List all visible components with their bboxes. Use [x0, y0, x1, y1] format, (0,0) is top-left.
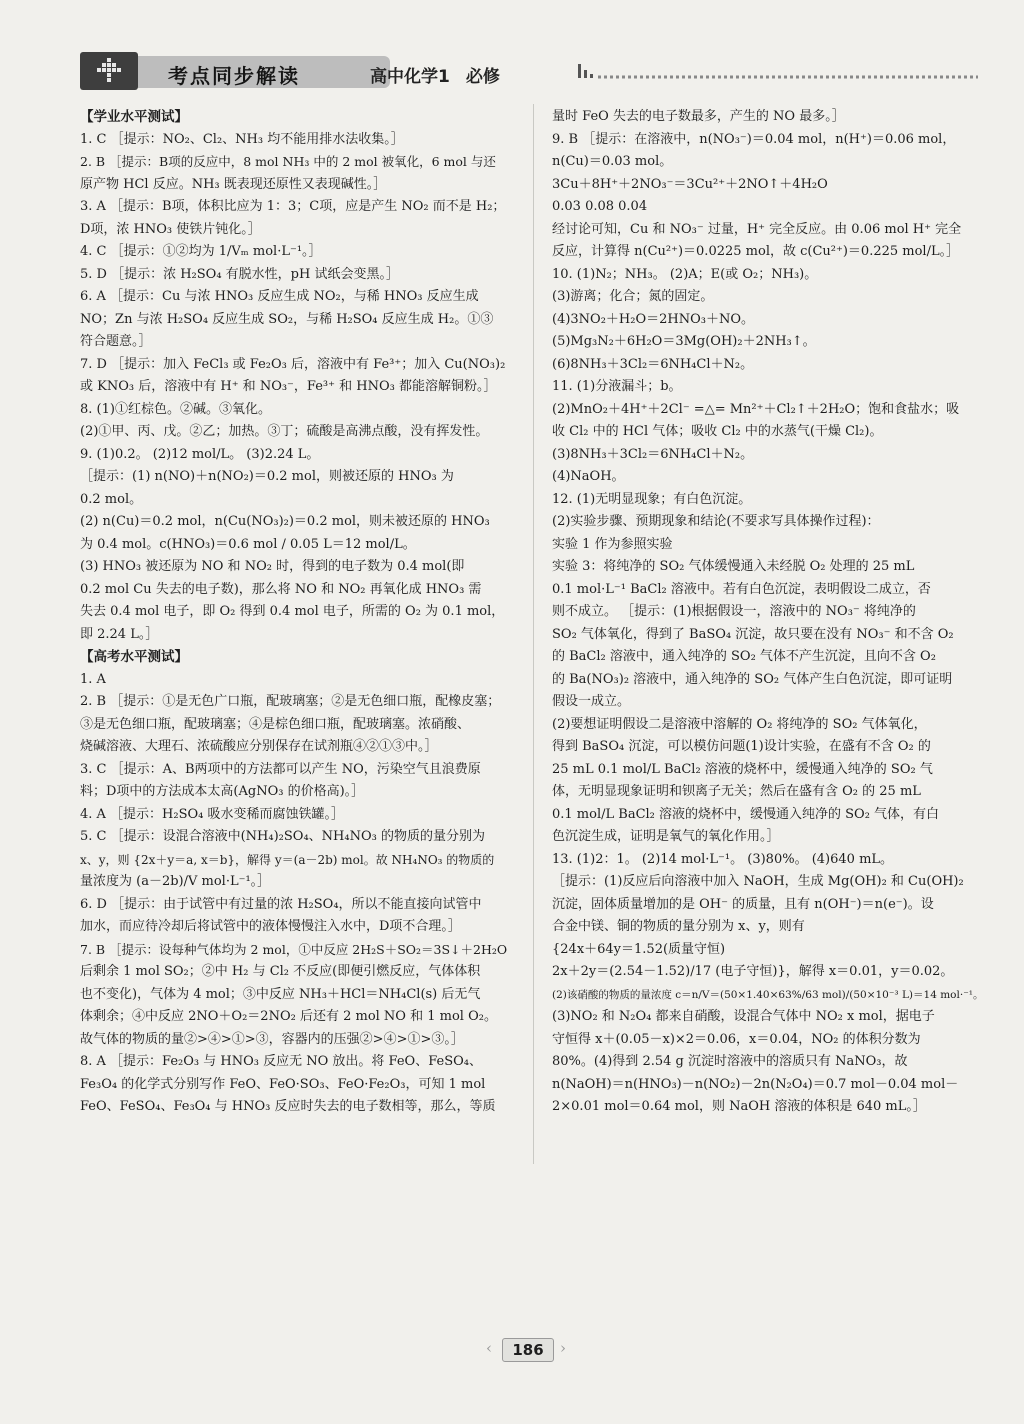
answer-line: 收 Cl₂ 中的 HCl 气体；吸收 Cl₂ 中的水蒸气(干燥 Cl₂)。 — [552, 424, 883, 439]
answer-line: 8. (1)①红棕色。②碱。③氧化。 — [80, 401, 271, 417]
decorative-dots — [578, 64, 978, 92]
answer-line: 体剩余；④中反应 2NO＋O₂＝2NO₂ 后还有 2 mol NO 和 1 mol O₂。 — [80, 1009, 497, 1024]
answer-line: 12. (1)无明显现象；有白色沉淀。 — [552, 491, 752, 507]
answer-line: 加水，而应待冷却后将试管中的液体慢慢注入水中，D项不合理。］ — [80, 919, 461, 934]
answer-line: 得到 BaSO₄ 沉淀，可以模仿问题(1)设计实验，在盛有不含 O₂ 的 — [552, 739, 931, 754]
answer-line: (2)该硝酸的物质的量浓度 c＝n/V＝(50×1.40×63%/63 mol)/(50×10⁻³ L)＝14 mol·⁻¹。 — [552, 988, 984, 1001]
answer-line: 体，无明显现象证明和钡离子无关；然后在盛有含 O₂ 的 25 mL — [552, 784, 921, 799]
answer-line: ［提示：(1)反应后向溶液中加入 NaOH，生成 Mg(OH)₂ 和 Cu(OH)₂ — [552, 874, 964, 889]
answer-line: 或 KNO₃ 后，溶液中有 H⁺ 和 NO₃⁻，Fe³⁺ 和 HNO₃ 都能溶解铜粉。］ — [80, 379, 497, 394]
answer-line: NO；Zn 与浓 H₂SO₄ 反应生成 SO₂，与稀 H₂SO₄ 反应生成 H₂。①③ — [80, 311, 494, 327]
answer-line: 3Cu＋8H⁺＋2NO₃⁻＝3Cu²⁺＋2NO↑＋4H₂O — [552, 176, 828, 192]
answer-line: ［提示：(1) n(NO)＋n(NO₂)＝0.2 mol，则被还原的 HNO₃ 为 — [80, 469, 454, 484]
answer-line: 量时 FeO 失去的电子数最多，产生的 NO 最多。］ — [552, 109, 845, 124]
answer-line: D项，浓 HNO₃ 使铁片钝化。］ — [80, 221, 261, 237]
answer-line: 1. C ［提示：NO₂、Cl₂、NH₃ 均不能用排水法收集。］ — [80, 131, 404, 147]
book-title: 考点同步解读 — [168, 64, 300, 88]
answer-line: 经讨论可知，Cu 和 NO₃⁻ 过量，H⁺ 完全反应。由 0.06 mol H⁺ 完全 — [552, 221, 962, 237]
answer-line: 13. (1)2：1。 (2)14 mol·L⁻¹。 (3)80%。 (4)640 mL。 — [552, 851, 894, 867]
answer-line: 的 Ba(NO₃)₂ 溶液中，通入纯净的 SO₂ 气体产生白色沉淀，即可证明 — [552, 671, 953, 687]
answer-line: x、y，则 {2x＋y＝a, x＝b}，解得 y＝(a－2b) mol。故 NH₄NO₃ 的物质的 — [80, 852, 495, 867]
answer-line: 0.1 mol·L⁻¹ BaCl₂ 溶液中。若有白色沉淀，表明假设二成立，否 — [552, 581, 931, 597]
answer-line: {24x＋64y＝1.52(质量守恒) — [552, 941, 726, 957]
answer-line: 6. A ［提示：Cu 与浓 HNO₃ 反应生成 NO₂，与稀 HNO₃ 反应生成 — [80, 289, 479, 304]
answer-line: 故气体的物质的量②>④>①>③，容器内的压强②>④>①>③。］ — [80, 1031, 464, 1047]
section-heading: 【学业水平测试】 — [80, 109, 188, 125]
answer-line: 的 BaCl₂ 溶液中，通入纯净的 SO₂ 气体不产生沉淀，且向不含 O₂ — [552, 649, 936, 664]
answer-line: 也不变化)，气体为 4 mol；③中反应 NH₃＋HCl＝NH₄Cl(s) 后无气 — [80, 986, 481, 1002]
answer-line: FeO、FeSO₄、Fe₃O₄ 与 HNO₃ 反应时失去的电子数相等，那么，等质 — [80, 1099, 496, 1114]
answer-line: (2)要想证明假设二是溶液中溶解的 O₂ 将纯净的 SO₂ 气体氧化， — [552, 716, 927, 732]
answer-line: (2)①甲、丙、戊。②乙；加热。③丁；硫酸是高沸点酸，没有挥发性。 — [80, 424, 489, 439]
answer-line: 6. D ［提示：由于试管中有过量的浓 H₂SO₄，所以不能直接向试管中 — [80, 896, 482, 912]
subject-name: 高中化学1 — [370, 67, 450, 87]
answer-line: 原产物 HCl 反应。NH₃ 既表现还原性又表现碱性。］ — [80, 176, 387, 192]
answer-line: SO₂ 气体氧化，得到了 BaSO₄ 沉淀，故只要在没有 NO₃⁻ 和不含 O₂ — [552, 626, 954, 642]
answer-line: 后剩余 1 mol SO₂；②中 H₂ 与 Cl₂ 不反应(即便引燃反应，气体体积 — [80, 964, 481, 979]
column-divider — [533, 104, 534, 1164]
answer-line: 5. C ［提示：设混合溶液中(NH₄)₂SO₄、NH₄NO₃ 的物质的量分别为 — [80, 829, 485, 844]
answer-line: 0.1 mol/L BaCl₂ 溶液的烧杯中，缓慢通入纯净的 SO₂ 气体，有白 — [552, 806, 940, 822]
answer-line: (4)3NO₂＋H₂O＝2HNO₃＋NO。 — [552, 311, 755, 327]
answer-line: 符合题意。］ — [80, 334, 152, 349]
answer-line: 实验 1 作为参照实验 — [552, 536, 673, 552]
answer-line: 3. A ［提示：B项，体积比应为 1：3；C项，应是产生 NO₂ 而不是 H₂； — [80, 199, 506, 214]
book-logo-icon — [80, 52, 138, 90]
answer-line: 10. (1)N₂；NH₃。 (2)A；E(或 O₂；NH₃)。 — [552, 266, 818, 282]
answer-line: 失去 0.4 mol 电子，即 O₂ 得到 0.4 mol 电子，所需的 O₂ 为 0.1 mol， — [80, 604, 505, 619]
right-column — [552, 106, 984, 1119]
answer-line: n(NaOH)＝n(HNO₃)－n(NO₂)－2n(N₂O₄)＝0.7 mol－0.04 mol－ — [552, 1076, 959, 1092]
answer-line: 2×0.01 mol＝0.64 mol，则 NaOH 溶液的体积是 640 mL。］ — [552, 1099, 926, 1114]
answer-line: (2)实验步骤、预期现象和结论(不要求写具体操作过程)： — [552, 514, 880, 529]
answer-line: ③是无色细口瓶，配玻璃塞；④是棕色细口瓶，配玻璃塞。浓硝酸、 — [80, 716, 471, 732]
answer-line: (4)NaOH。 — [552, 469, 625, 484]
answer-line: 守恒得 x＋(0.05－x)×2＝0.06，x＝0.04，NO₂ 的体积分数为 — [552, 1031, 921, 1047]
answer-line: 为 0.4 mol。c(HNO₃)＝0.6 mol / 0.05 L＝12 mol/L。 — [80, 536, 416, 552]
answer-line: (2) n(Cu)＝0.2 mol，n(Cu(NO₃)₂)＝0.2 mol，则未被还原的 HNO₃ — [80, 514, 490, 529]
subject-label — [370, 62, 500, 87]
answer-line: 0.2 mol Cu 失去的电子数)，那么将 NO 和 NO₂ 再氧化成 HNO₃ 需 — [80, 581, 482, 597]
answer-line: 25 mL 0.1 mol/L BaCl₂ 溶液的烧杯中，缓慢通入纯净的 SO₂ 气 — [552, 761, 933, 777]
answer-line: 9. (1)0.2。 (2)12 mol/L。 (3)2.24 L。 — [80, 446, 320, 462]
answer-line: 色沉淀生成，证明是氧气的氧化作用。］ — [552, 829, 780, 844]
prev-arrow-icon: ‹ — [486, 1339, 492, 1357]
page-number: 186 — [502, 1338, 554, 1362]
left-column — [80, 106, 508, 1119]
answer-line: (2)MnO₂＋4H⁺＋2Cl⁻ =△= Mn²⁺＋Cl₂↑＋2H₂O；饱和食盐水；吸 — [552, 401, 960, 417]
answer-line: 11. (1)分液漏斗；b。 — [552, 379, 682, 394]
answer-line: 0.03 0.08 0.04 — [552, 199, 648, 214]
answer-line: 实验 3：将纯净的 SO₂ 气体缓慢通入未经脱 O₂ 处理的 25 mL — [552, 559, 915, 574]
answer-line: 料；D项中的方法成本太高(AgNO₃ 的价格高)。］ — [80, 784, 365, 799]
answer-line: 7. B ［提示：设每种气体均为 2 mol，①中反应 2H₂S＋SO₂＝3S↓＋2H₂O — [80, 941, 508, 957]
answer-line: 3. C ［提示：A、B两项中的方法都可以产生 NO，污染空气且浪费原 — [80, 761, 481, 777]
answer-line: 8. A ［提示：Fe₂O₃ 与 HNO₃ 反应无 NO 放出。将 FeO、FeSO₄、 — [80, 1054, 482, 1069]
answer-line: (3)游离；化合；氮的固定。 — [552, 289, 714, 304]
edition-label: 必修 — [465, 67, 500, 87]
answer-line: (3)NO₂ 和 N₂O₄ 都来自硝酸，设混合气体中 NO₂ x mol，据电子 — [552, 1009, 935, 1024]
answer-line: 量浓度为 (a－2b)/V mol·L⁻¹。］ — [80, 874, 271, 889]
answer-line: 1. A — [80, 671, 106, 687]
next-arrow-icon: › — [560, 1339, 566, 1357]
answer-line: 2. B ［提示：①是无色广口瓶，配玻璃塞；②是无色细口瓶，配橡皮塞； — [80, 694, 501, 709]
answer-line: (6)8NH₃＋3Cl₂＝6NH₄Cl＋N₂。 — [552, 356, 754, 372]
answer-line: 则不成立。 ［提示：(1)根据假设一，溶液中的 NO₃⁻ 将纯净的 — [552, 604, 916, 619]
section-heading: 【高考水平测试】 — [80, 649, 188, 665]
title-banner — [138, 56, 390, 88]
answer-line: 0.2 mol。 — [80, 491, 143, 507]
answer-line: 合金中镁、铜的物质的量分别为 x、y，则有 — [552, 919, 805, 934]
answer-line: 4. C ［提示：①②均为 1/Vₘ mol·L⁻¹。］ — [80, 244, 322, 259]
answer-line: 2x＋2y＝(2.54－1.52)/17 (电子守恒)}，解得 x＝0.01，y＝0.02。 — [552, 964, 954, 979]
answer-line: 5. D ［提示：浓 H₂SO₄ 有脱水性，pH 试纸会变黑。］ — [80, 266, 399, 282]
answer-line: 假设一成立。 — [552, 694, 631, 709]
answer-line: (3)8NH₃＋3Cl₂＝6NH₄Cl＋N₂。 — [552, 446, 754, 462]
answer-line: 2. B ［提示：B项的反应中，8 mol NH₃ 中的 2 mol 被氧化，6 mol 与还 — [80, 154, 496, 169]
answer-line: 80%。(4)得到 2.54 g 沉淀时溶液中的溶质只有 NaNO₃，故 — [552, 1054, 908, 1069]
page-number-box — [482, 1336, 572, 1362]
answer-line: 沉淀，固体质量增加的是 OH⁻ 的质量，且有 n(OH⁻)＝n(e⁻)。设 — [552, 896, 934, 912]
answer-line: n(Cu)＝0.03 mol。 — [552, 154, 673, 169]
answer-line: 反应，计算得 n(Cu²⁺)＝0.0225 mol，故 c(Cu²⁺)＝0.225 mol/L。］ — [552, 244, 960, 259]
answer-line: 烧碱溶液、大理石、浓硫酸应分别保存在试剂瓶④②①③中。］ — [80, 739, 438, 754]
answer-line: (3) HNO₃ 被还原为 NO 和 NO₂ 时，得到的电子数为 0.4 mol(即 — [80, 559, 465, 574]
answer-line: 9. B ［提示：在溶液中，n(NO₃⁻)＝0.04 mol，n(H⁺)＝0.06 mol， — [552, 131, 956, 147]
answer-line: 即 2.24 L。］ — [80, 626, 159, 642]
answer-line: Fe₃O₄ 的化学式分别写作 FeO、FeO·SO₃、FeO·Fe₂O₃，可知 1 mol — [80, 1076, 486, 1092]
page-header — [80, 52, 980, 92]
answer-line: 4. A ［提示：H₂SO₄ 吸水变稀而腐蚀铁罐。］ — [80, 806, 345, 822]
answer-line: (5)Mg₃N₂＋6H₂O＝3Mg(OH)₂＋2NH₃↑。 — [552, 334, 816, 349]
answer-line: 7. D ［提示：加入 FeCl₃ 或 Fe₂O₃ 后，溶液中有 Fe³⁺；加入 Cu(NO₃)₂ — [80, 356, 506, 372]
